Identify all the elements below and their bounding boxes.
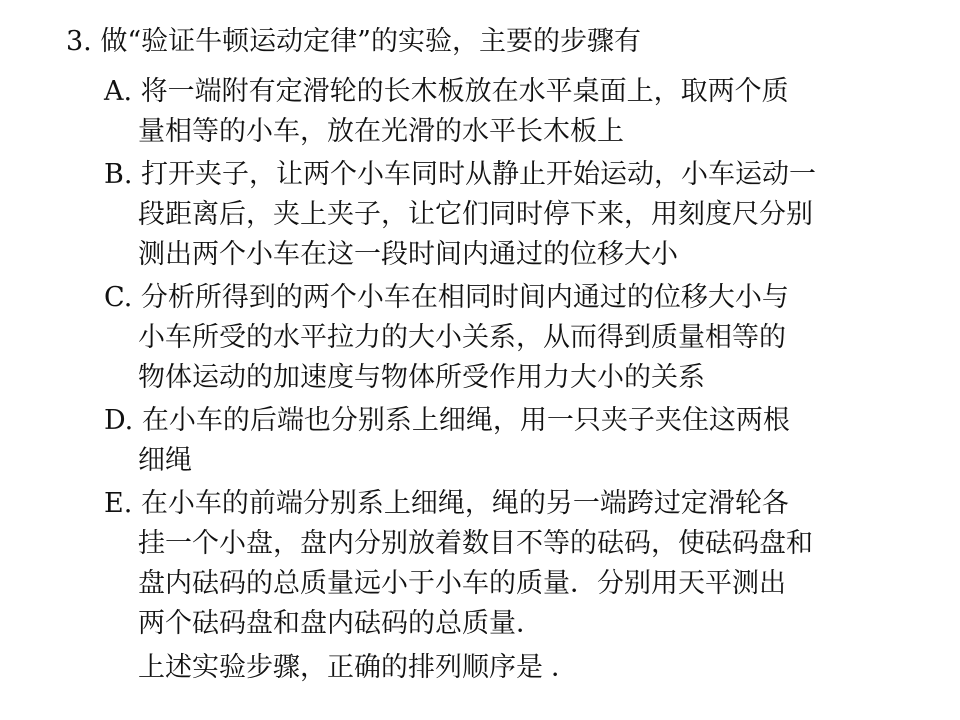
- step-a-line-1: A. 将一端附有定滑轮的长木板放在水平桌面上，取两个质: [104, 76, 789, 107]
- step-e-line-4: 两个砝码盘和盘内砝码的总质量．: [138, 608, 543, 639]
- step-b-line-1: B. 打开夹子，让两个小车同时从静止开始运动，小车运动一: [104, 159, 817, 190]
- step-a-line-2: 量相等的小车，放在光滑的水平长木板上: [138, 116, 624, 147]
- step-b-line-2: 段距离后，夹上夹子，让它们同时停下来，用刻度尺分别: [138, 199, 813, 230]
- step-b-line-3: 测出两个小车在这一段时间内通过的位移大小: [138, 239, 678, 270]
- step-c-line-3: 物体运动的加速度与物体所受作用力大小的关系: [138, 362, 705, 393]
- answer-prompt-text: 上述实验步骤，正确的排列顺序是: [138, 652, 543, 683]
- step-e-line-3: 盘内砝码的总质量远小于小车的质量．分别用天平测出: [138, 568, 786, 599]
- step-d-line-2: 细绳: [138, 445, 192, 476]
- answer-prompt-line: [138, 648, 578, 688]
- step-e-line-2: 挂一个小盘，盘内分别放着数目不等的砝码，使砝码盘和: [138, 528, 813, 559]
- step-c-line-1: C. 分析所得到的两个小车在相同时间内通过的位移大小与: [104, 282, 789, 313]
- question-title: 3. 做“验证牛顿运动定律”的实验，主要的步骤有: [66, 26, 641, 57]
- step-e-line-1: E. 在小车的前端分别系上细绳，绳的另一端跨过定滑轮各: [104, 488, 789, 519]
- answer-prompt-end: ．: [551, 652, 578, 683]
- step-d-line-1: D. 在小车的后端也分别系上细绳，用一只夹子夹住这两根: [104, 405, 790, 436]
- step-c-line-2: 小车所受的水平拉力的大小关系，从而得到质量相等的: [138, 322, 786, 353]
